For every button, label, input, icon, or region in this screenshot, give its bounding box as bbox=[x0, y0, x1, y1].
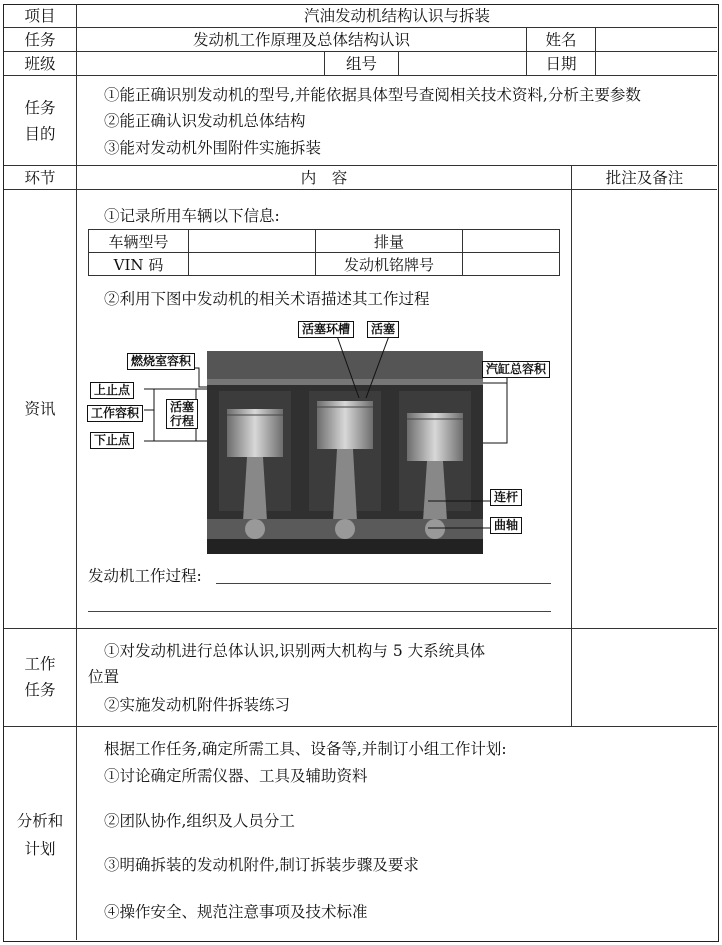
vin-label: VIN 码 bbox=[89, 253, 189, 276]
process-answer-line[interactable] bbox=[216, 583, 551, 584]
group-label: 组号 bbox=[345, 55, 377, 73]
row-divider bbox=[4, 628, 717, 629]
project-title: 汽油发动机结构认识与拆装 bbox=[303, 7, 490, 25]
ring-groove-callout: 活塞环槽 bbox=[298, 321, 354, 338]
process-label: 发动机工作过程: bbox=[88, 567, 202, 585]
info-item-2: ②利用下图中发动机的相关术语描述其工作过程 bbox=[104, 290, 430, 308]
class-label: 班级 bbox=[24, 55, 56, 73]
remarks-header: 批注及备注 bbox=[605, 169, 684, 187]
process-answer-line[interactable] bbox=[88, 611, 551, 612]
piston-stroke-line-1: 活塞 bbox=[170, 400, 195, 414]
stage-header: 环节 bbox=[24, 169, 56, 187]
date-label: 日期 bbox=[545, 55, 577, 73]
project-label: 项目 bbox=[24, 7, 56, 25]
working-volume-callout: 工作容积 bbox=[87, 405, 143, 422]
objectives-label-1: 任务 bbox=[24, 99, 56, 117]
plan-intro: 根据工作任务,确定所需工具、设备等,并制订小组工作计划: bbox=[104, 740, 507, 758]
crankshaft-callout: 曲轴 bbox=[490, 517, 522, 534]
piston-stroke-callout bbox=[166, 399, 198, 429]
total-volume-callout: 汽缸总容积 bbox=[482, 361, 550, 378]
worksheet-table bbox=[3, 4, 719, 942]
piston-stroke-line-2: 行程 bbox=[170, 414, 195, 428]
row-divider bbox=[4, 726, 717, 727]
content-header: 内 容 bbox=[300, 169, 348, 187]
work-task-label-2: 任务 bbox=[24, 681, 56, 699]
work-task-item-1-cont: 位置 bbox=[88, 668, 120, 686]
task-title: 发动机工作原理及总体结构认识 bbox=[192, 31, 410, 49]
task-label: 任务 bbox=[24, 31, 56, 49]
objective-item-3: ③能对发动机外围附件实施拆装 bbox=[104, 139, 322, 157]
plan-label-2: 计划 bbox=[24, 840, 56, 858]
connecting-rod-callout: 连杆 bbox=[490, 489, 522, 506]
work-task-item-1: ①对发动机进行总体认识,识别两大机构与 5 大系统具体 bbox=[104, 642, 486, 660]
objective-item-1: ①能正确识别发动机的型号,并能依据具体型号查阅相关技术资料,分析主要参数 bbox=[104, 86, 641, 104]
info-label: 资讯 bbox=[24, 400, 56, 418]
piston-callout: 活塞 bbox=[367, 321, 399, 338]
plan-item-2: ②团队协作,组织及人员分工 bbox=[104, 812, 295, 830]
displacement-label: 排量 bbox=[316, 230, 463, 253]
engine-nameplate-label: 发动机铭牌号 bbox=[316, 253, 463, 276]
plan-item-4: ④操作安全、规范注意事项及技术标准 bbox=[104, 903, 368, 921]
name-label: 姓名 bbox=[545, 31, 577, 49]
plan-item-1: ①讨论确定所需仪器、工具及辅助资料 bbox=[104, 767, 368, 785]
info-item-1: ①记录所用车辆以下信息: bbox=[104, 207, 280, 225]
objective-item-2: ②能正确认识发动机总体结构 bbox=[104, 112, 306, 130]
work-task-label-1: 工作 bbox=[24, 655, 56, 673]
plan-item-3: ③明确拆装的发动机附件,制订拆装步骤及要求 bbox=[104, 856, 419, 874]
vehicle-model-label: 车辆型号 bbox=[89, 230, 189, 253]
plan-label-1: 分析和 bbox=[16, 812, 64, 830]
objectives-label-2: 目的 bbox=[24, 125, 56, 143]
combustion-volume-callout: 燃烧室容积 bbox=[127, 353, 195, 370]
bdc-callout: 下止点 bbox=[90, 432, 134, 449]
figure-leader-lines bbox=[4, 5, 720, 628]
work-task-item-2: ②实施发动机附件拆装练习 bbox=[104, 696, 291, 714]
tdc-callout: 上止点 bbox=[90, 382, 134, 399]
